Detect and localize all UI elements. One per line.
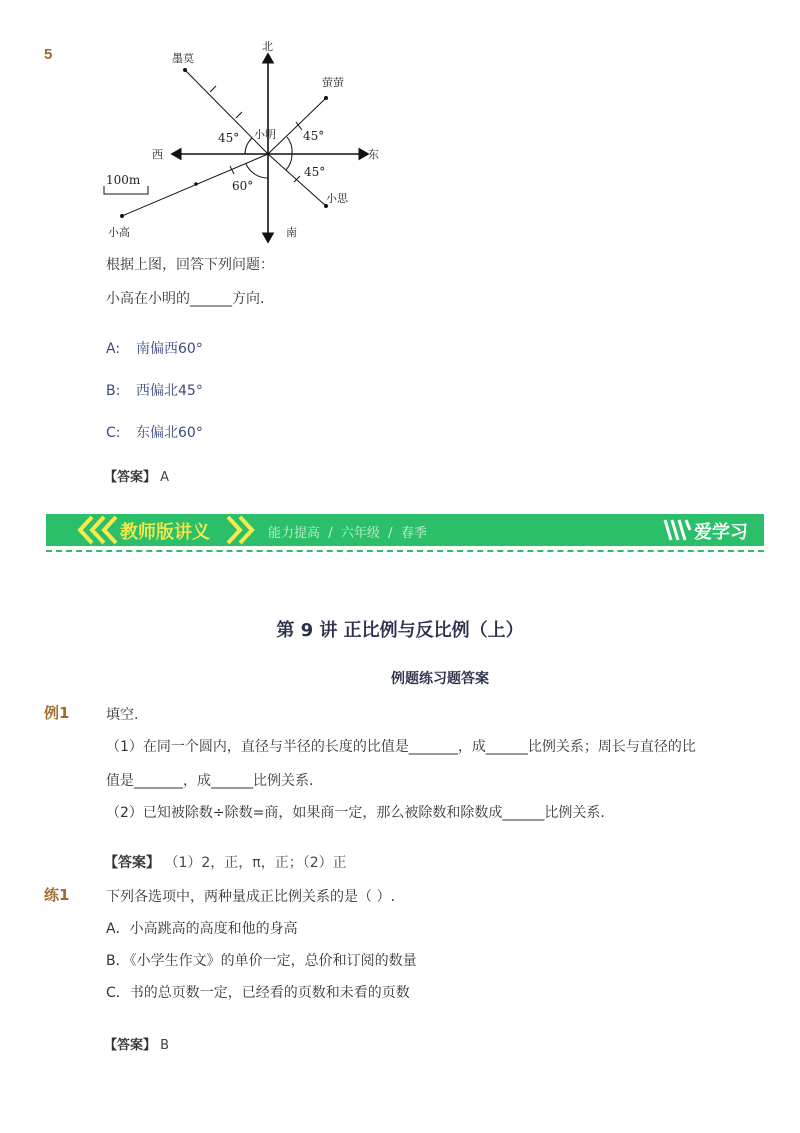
chevron-left-icon xyxy=(70,514,120,546)
point-moying xyxy=(183,68,187,72)
option-letter: B: xyxy=(106,383,121,399)
banner-path: 能力提高 / 六年级 / 春季 xyxy=(268,526,427,541)
label-moying: 墨莫 xyxy=(172,52,194,65)
option-text: 西偏北45° xyxy=(136,383,203,399)
brand-logo-icon xyxy=(662,516,692,544)
label-xiaogao: 小高 xyxy=(108,226,130,239)
answer-label: 【答案】 xyxy=(104,470,157,485)
banner-brand: 爱学习 xyxy=(694,522,748,543)
banner-divider xyxy=(46,550,764,552)
answer-value: （1）2，正，π，正；（2）正 xyxy=(164,855,347,871)
chevron-right-icon xyxy=(222,514,262,546)
scale-bar xyxy=(104,186,148,194)
label-xiaosi: 小思 xyxy=(326,192,348,205)
label-yingying: 萤萤 xyxy=(322,76,344,89)
angle-arc-sw xyxy=(246,164,268,178)
answer-value: B xyxy=(160,1038,170,1053)
label-north: 北 xyxy=(262,40,273,53)
question-prompt: 根据上图，回答下列问题： xyxy=(106,257,274,273)
example-intro: 填空. xyxy=(106,707,139,723)
practice-option-c[interactable]: C．书的总页数一定，已经看的页数和未看的页数 xyxy=(106,985,410,1001)
label-east: 东 xyxy=(368,148,379,161)
direction-diagram xyxy=(100,36,390,250)
example-line2: 值是_______，成______比例关系. xyxy=(106,773,314,789)
tick-mark xyxy=(294,176,300,182)
option-a[interactable] xyxy=(106,338,203,358)
practice-answer xyxy=(104,1034,169,1053)
practice-label: 练1 xyxy=(44,886,70,904)
label-center: 小明 xyxy=(254,128,276,141)
example-answer xyxy=(104,852,347,872)
option-c[interactable] xyxy=(106,422,203,442)
point-yingying xyxy=(324,96,328,100)
label-angle-nw: 45° xyxy=(218,131,240,145)
point-xiaogao xyxy=(120,214,124,218)
answer-label: 【答案】 xyxy=(104,855,160,871)
answer xyxy=(104,466,169,485)
answer-label: 【答案】 xyxy=(104,1038,157,1053)
practice-stem: 下列各选项中，两种量成正比例关系的是（ ）. xyxy=(106,889,395,905)
point-xiaogao-mid xyxy=(194,182,198,186)
example-label: 例1 xyxy=(44,704,70,722)
angle-arc-ne xyxy=(287,137,292,154)
banner-edition: 教师版讲义 xyxy=(120,522,210,543)
answer-value: A xyxy=(160,470,170,485)
option-b[interactable] xyxy=(106,380,203,400)
tick-mark xyxy=(210,86,216,92)
label-south: 南 xyxy=(286,226,297,239)
angle-arc-nw xyxy=(245,138,252,154)
angle-arc-se xyxy=(286,154,292,170)
option-text: 东偏北60° xyxy=(136,425,203,441)
question-stem: 小高在小明的______方向. xyxy=(106,291,265,307)
page-subtitle: 例题练习题答案 xyxy=(391,671,489,687)
example-line3: （2）已知被除数÷除数=商，如果商一定，那么被除数和除数成______比例关系. xyxy=(106,805,605,821)
example-line1: （1）在同一个圆内，直径与半径的长度的比值是_______，成______比例关系；周长与直径的比 xyxy=(106,739,696,755)
ray-yingying xyxy=(268,98,326,154)
option-letter: A: xyxy=(106,341,121,357)
option-text: 南偏西60° xyxy=(136,341,203,357)
practice-option-a[interactable]: A．小高跳高的高度和他的身高 xyxy=(106,921,298,937)
label-angle-se: 45° xyxy=(304,165,326,179)
option-letter: C: xyxy=(106,425,121,441)
tick-mark xyxy=(236,112,242,118)
label-scale: 100m xyxy=(106,173,141,187)
label-angle-sw: 60° xyxy=(232,179,254,193)
label-angle-ne: 45° xyxy=(303,129,325,143)
question-number: 5 xyxy=(44,46,53,63)
ray-xiaosi xyxy=(268,154,326,206)
page-title: 第 9 讲 正比例与反比例（上） xyxy=(276,620,524,641)
label-west: 西 xyxy=(152,148,163,161)
practice-option-b[interactable]: B．《小学生作文》的单价一定，总价和订阅的数量 xyxy=(106,953,417,969)
